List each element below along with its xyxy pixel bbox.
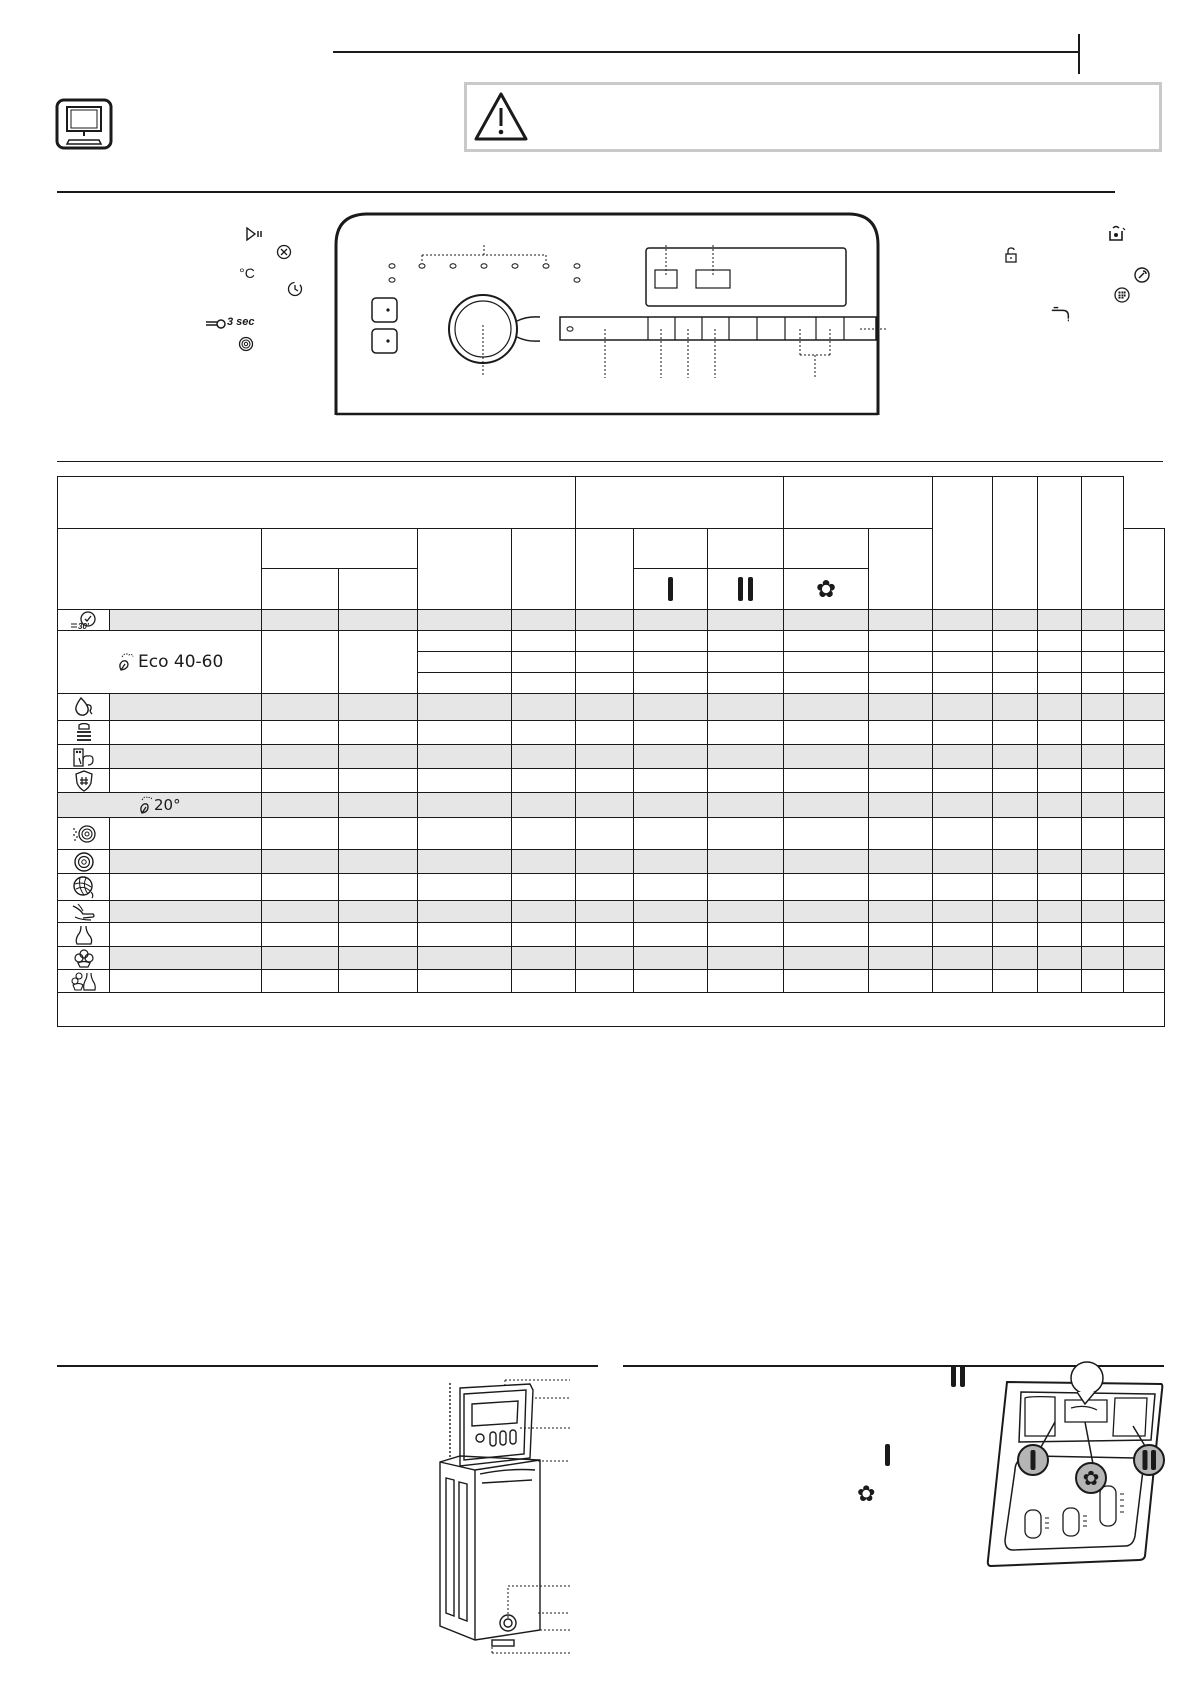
- section-rule-panel: [57, 191, 1115, 193]
- key-lock-seconds: 3 sec: [227, 316, 255, 328]
- stain-icon: [58, 694, 110, 721]
- program-table: [57, 476, 1165, 1027]
- washing-machine-illustration: [420, 1378, 600, 1656]
- grid-icon: [1111, 284, 1133, 306]
- svg-text:✿: ✿: [1082, 1466, 1100, 1490]
- compartment-1-icon: [668, 577, 673, 601]
- compartment-2-icon: [951, 1365, 967, 1387]
- rinse-hold-icon: [1106, 223, 1128, 245]
- wool-icon: [58, 874, 110, 901]
- service-icon: [1131, 264, 1153, 286]
- softener-header: [784, 569, 869, 610]
- spin-drain-icon: [58, 850, 110, 874]
- hand-wash-icon: [58, 901, 110, 923]
- cotton-flower-icon: [58, 947, 110, 970]
- table-footer-row: [58, 993, 1165, 1027]
- table-row: [58, 818, 1165, 850]
- table-row: [58, 694, 1165, 721]
- table-row: [58, 901, 1165, 923]
- spin-icon: [235, 333, 257, 355]
- table-row: [58, 721, 1165, 745]
- eco-20-label: 20°: [154, 796, 181, 814]
- compartment-2-header: [708, 569, 784, 610]
- tap-icon: [1050, 303, 1072, 325]
- warning-triangle-icon: [473, 91, 529, 143]
- table-row: [58, 970, 1165, 993]
- softener-flower-icon: ✿: [857, 1481, 876, 1506]
- eco-20-cell: [58, 793, 262, 818]
- eco-label: Eco 40-60: [138, 652, 224, 672]
- warning-box: [464, 82, 1162, 152]
- table-row: [58, 793, 1165, 818]
- delay-timer-icon: [284, 278, 306, 300]
- cotton-stack-icon: [58, 721, 110, 745]
- top-rule: [333, 51, 1079, 53]
- rinse-spin-icon: [58, 818, 110, 850]
- table-row: [58, 745, 1165, 769]
- eco-cell: [58, 631, 262, 694]
- quick-30-icon: [58, 610, 110, 631]
- eco-20-icon: [138, 795, 154, 815]
- table-row: [58, 850, 1165, 874]
- door-unlock-icon: [1000, 244, 1022, 266]
- table-row: [58, 769, 1165, 793]
- section-rule-table: [57, 461, 1163, 462]
- section-rule-machine: [57, 1365, 598, 1367]
- monitor-icon: [55, 98, 113, 150]
- hygiene-shield-icon: [58, 769, 110, 793]
- table-row: [58, 923, 1165, 947]
- detergent-drawer-illustration: [985, 1360, 1165, 1570]
- table-row: [58, 874, 1165, 901]
- mixed-delicates-icon: [58, 970, 110, 993]
- table-row: [58, 947, 1165, 970]
- softener-flower-icon: ✿: [816, 575, 837, 603]
- delicates-icon: [58, 923, 110, 947]
- eco-icon: [116, 651, 138, 673]
- cancel-icon: [273, 241, 295, 263]
- table-row: [58, 610, 1165, 631]
- svg-text:30': 30': [77, 622, 89, 630]
- start-pause-icon: [244, 223, 266, 245]
- compartment-1-header: [634, 569, 708, 610]
- table-row: [58, 631, 1165, 652]
- key-lock-icon: [205, 317, 227, 335]
- temperature-icon: °C: [239, 265, 255, 281]
- control-panel-diagram: [330, 205, 890, 420]
- compartment-1-icon: [885, 1444, 890, 1466]
- compartment-2-icon: [738, 577, 743, 601]
- top-rule-tick: [1078, 34, 1080, 74]
- mixed-icon: [58, 745, 110, 769]
